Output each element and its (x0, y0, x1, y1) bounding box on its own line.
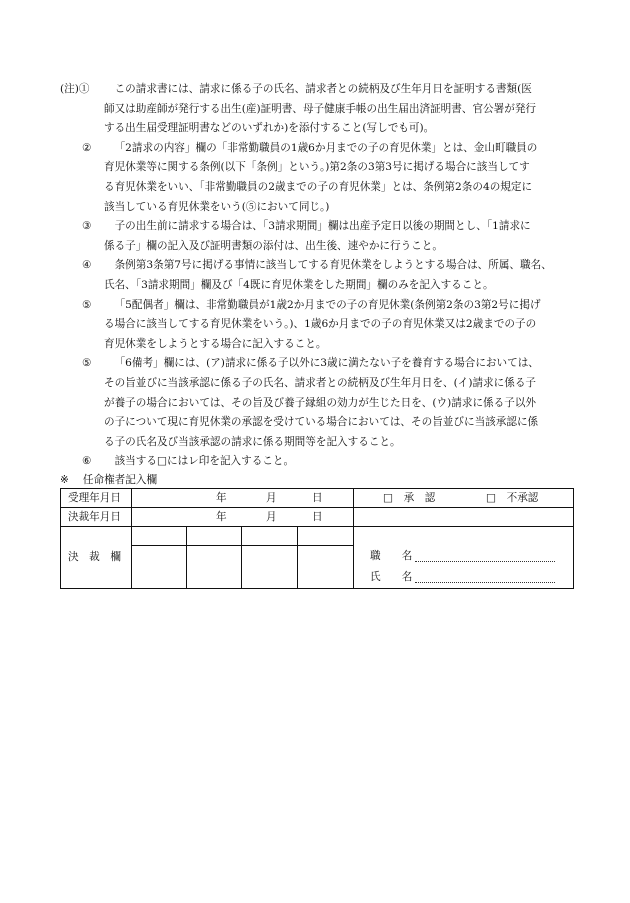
section-title (60, 472, 157, 487)
note-line: の子について現に育児休業の承認を受けている場合においては、その旨並びに当該承認に係 (104, 416, 539, 429)
col-divider (297, 526, 298, 588)
note-line: 該当している育児休業をいう(⑤において同じ。) (104, 200, 330, 213)
note-line: この請求書には、請求に係る子の氏名、請求者との続柄及び生年月日を証明する書類(医 (114, 83, 532, 95)
note-marker: ⑤ (82, 357, 92, 370)
name-label: 氏 名 (370, 571, 413, 583)
row-divider (131, 545, 353, 546)
row-divider (61, 507, 573, 508)
col-divider (241, 526, 242, 588)
note-line: 「6備考」欄には、(ア)請求に係る子以外に3歳に満たない子を養育する場合においては、 (114, 357, 539, 370)
decision-column-label: 決 裁 欄 (68, 551, 121, 563)
note-1 (60, 80, 575, 139)
note-marker: ③ (82, 220, 92, 233)
section-title-text: 任命権者記入欄 (82, 474, 158, 486)
note-line: が養子の場合においては、その旨及び養子縁組の効力が生じた日を、(ウ)請求に係る子以外 (104, 396, 537, 409)
reference-mark: ※ (60, 474, 69, 486)
note-line: る場合に該当してする育児休業をいう。)、1歳6か月までの子の育児休業又は2歳までの子の (104, 318, 537, 331)
approve-checkbox[interactable]: □ 承 認 (383, 492, 436, 504)
decided-month: 月 (266, 511, 277, 523)
received-month: 月 (266, 492, 277, 504)
received-date-label: 受理年月日 (68, 492, 121, 504)
name-field[interactable] (415, 582, 555, 583)
note-line: その旨並びに当該承認に係る子の氏名、請求者との続柄及び生年月日を、(イ)請求に係る子 (104, 376, 537, 389)
received-day: 日 (312, 492, 323, 504)
note-6 (60, 354, 575, 452)
col-divider (186, 526, 187, 588)
note-line: 「5配偶者」欄は、非常勤職員が1歳2か月までの子の育児休業(条例第2条の3第2号に掲げ (114, 298, 541, 311)
note-3 (60, 217, 575, 256)
note-line: る育児休業をいい、「非常勤職員の2歳までの子の育児休業」とは、条例第2条の4の規定に (104, 180, 533, 193)
note-line: 育児休業をしようとする場合に記入すること。 (104, 337, 327, 350)
row-divider (61, 526, 573, 527)
note-line: 条例第3条第7号に掲げる事情に該当してする育児休業をしようとする場合は、所属、職名、 (114, 259, 552, 272)
notes-section (60, 80, 575, 472)
received-year: 年 (216, 492, 227, 504)
job-title-field[interactable] (415, 561, 555, 562)
note-line: 育児休業等に関する条例(以下「条例」という。)第2条の3第3号に掲げる場合に該当してす (104, 161, 530, 174)
disapprove-checkbox[interactable]: □ 不承認 (486, 492, 539, 504)
note-line: 該当する□にはレ印を記入すること。 (114, 455, 295, 468)
note-7 (60, 452, 575, 472)
job-title-label: 職 名 (370, 550, 413, 562)
note-line: 子の出生前に請求する場合は、「3請求期間」欄は出産予定日以後の期間とし、「1請求に (114, 220, 531, 233)
note-line: 師又は助産師が発行する出生(産)証明書、母子健康手帳の出生届出済証明書、官公署が発行 (104, 102, 537, 115)
col-divider (353, 489, 354, 588)
note-marker: ② (82, 141, 92, 154)
note-marker: ⑤ (82, 298, 92, 311)
note-line: 氏名、「3請求期間」欄及び「4既に育児休業をした期間」欄のみを記入すること。 (104, 278, 494, 291)
note-line: する出生届受理証明書などのいずれか)を添付すること(写しでも可)。 (104, 122, 435, 135)
note-line: 係る子」欄の記入及び証明書類の添付は、出生後、速やかに行うこと。 (104, 239, 443, 252)
decided-date-label: 決裁年月日 (68, 511, 121, 523)
note-line: 「2請求の内容」欄の「非常勤職員の1歳6か月までの子の育児休業」とは、金山町職員の (114, 141, 538, 154)
note-2 (60, 139, 575, 217)
decided-day: 日 (312, 511, 323, 523)
decided-year: 年 (216, 511, 227, 523)
note-5 (60, 296, 575, 355)
note-4 (60, 256, 575, 295)
appointer-table (60, 488, 574, 589)
note-line: る子の氏名及び当該承認の請求に係る期間等を記入すること。 (104, 435, 401, 448)
note-marker: ⑥ (82, 455, 92, 468)
note-marker: ④ (82, 259, 92, 272)
col-divider (131, 489, 132, 588)
note-marker: (注)① (60, 83, 90, 95)
